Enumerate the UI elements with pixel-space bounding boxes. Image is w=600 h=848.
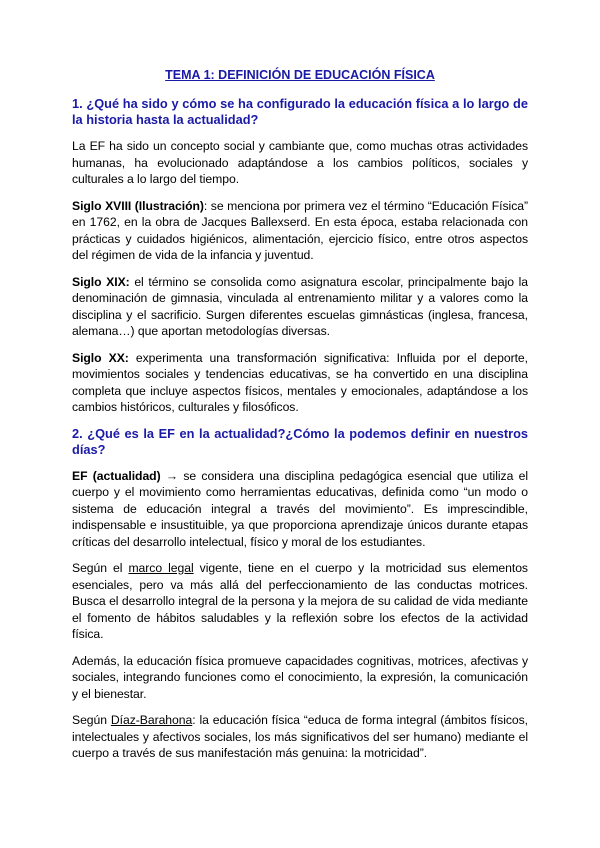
paragraph-intro [72, 138, 528, 188]
siglo-xviii-text: : se menciona por primera vez el término “Educación Física” en 1762, en la obra de Jacques Ballexserd. En esta época, estaba relacionada con prácticas y cuidados higiénicos, alimentación, ejercicio físico, entre otros aspectos del régimen de vida de la infancia y juventud. [72, 198, 528, 262]
paragraph-ademas [72, 653, 528, 703]
intro-text: La EF ha sido un concepto social y cambiante que, como muchas otras actividades humanas, ha evolucionado adaptándose a los cambios políticos, sociales y culturales a lo largo del tiempo. [72, 139, 528, 186]
diaz-after: : la educación física “educa de forma integral (ámbitos físicos, intelectuales y afectivos sociales, los más significativos del ser humano) mediante el cuerpo a través de sus manifestación más genuina: la motricidad”. [72, 713, 528, 760]
marco-before: Según el [72, 561, 129, 575]
siglo-xviii-label: Siglo XVIII (Ilustración) [72, 198, 204, 213]
diaz-barahona-link: Díaz-Barahona [110, 713, 193, 727]
question-2: 2. ¿Qué es la EF en la actualidad?¿Cómo la podemos definir en nuestros días? [72, 425, 528, 457]
ef-actualidad-text: → se considera una disciplina pedagógica esencial que utiliza el cuerpo y el movimiento como herramientas educativas, definida como “un modo o sistema de educación integral a través del movimiento”. Es imprescindible, indispensable e insustituible, ya que proporciona aprendizaje únicos durante etapas críticas del desarrollo intelectual, físico y moral de los estudiantes. [72, 468, 528, 549]
siglo-xix-label: Siglo XIX: [72, 274, 130, 289]
marco-after: vigente, tiene en el cuerpo y la motricidad sus elementos esenciales, pero va más allá del perfeccionamiento de las conductas motrices. Busca el desarrollo integral de la persona y la mejora de su calidad de vida mediante el fomento de hábitos saludables y la reflexión sobre los efectos de la actividad física. [72, 561, 528, 641]
paragraph-siglo-xx [72, 350, 528, 416]
paragraph-siglo-xviii [72, 198, 528, 264]
siglo-xix-text: el término se consolida como asignatura escolar, principalmente bajo la denominación de gimnasia, vinculada al entrenamiento militar y a valores como la disciplina y el sacrificio. Surgen diferentes escuelas gimnásticas (inglesa, francesa, alemana…) que aportan metodologías diversas. [72, 274, 528, 338]
paragraph-siglo-xix [72, 274, 528, 340]
question-1: 1. ¿Qué ha sido y cómo se ha configurado la educación física a lo largo de la historia hasta la actualidad? [72, 96, 528, 127]
ademas-text: Además, la educación física promueve capacidades cognitivas, motrices, afectivas y sociales, integrando funciones como el conocimiento, la expresión, la comunicación y el bienestar. [72, 653, 528, 701]
diaz-before: Según [72, 713, 111, 727]
paragraph-diaz-barahona [72, 712, 528, 762]
marco-legal-link: marco legal [128, 561, 194, 575]
siglo-xx-text: experimenta una transformación significativa: Influida por el deporte, movimientos sociales y tendencias educativas, se ha convertido en una disciplina completa que incluye aspectos físicos, mentales y emocionales, adaptándose a los cambios históricos, culturales y filosóficos. [72, 350, 528, 414]
document-title: TEMA 1: DEFINICIÓN DE EDUCACIÓN FÍSICA [165, 68, 435, 82]
ef-actualidad-label: EF (actualidad) [72, 468, 161, 483]
siglo-xx-label: Siglo XX: [72, 350, 129, 365]
paragraph-marco-legal [72, 560, 528, 643]
paragraph-ef-actualidad [72, 468, 528, 551]
